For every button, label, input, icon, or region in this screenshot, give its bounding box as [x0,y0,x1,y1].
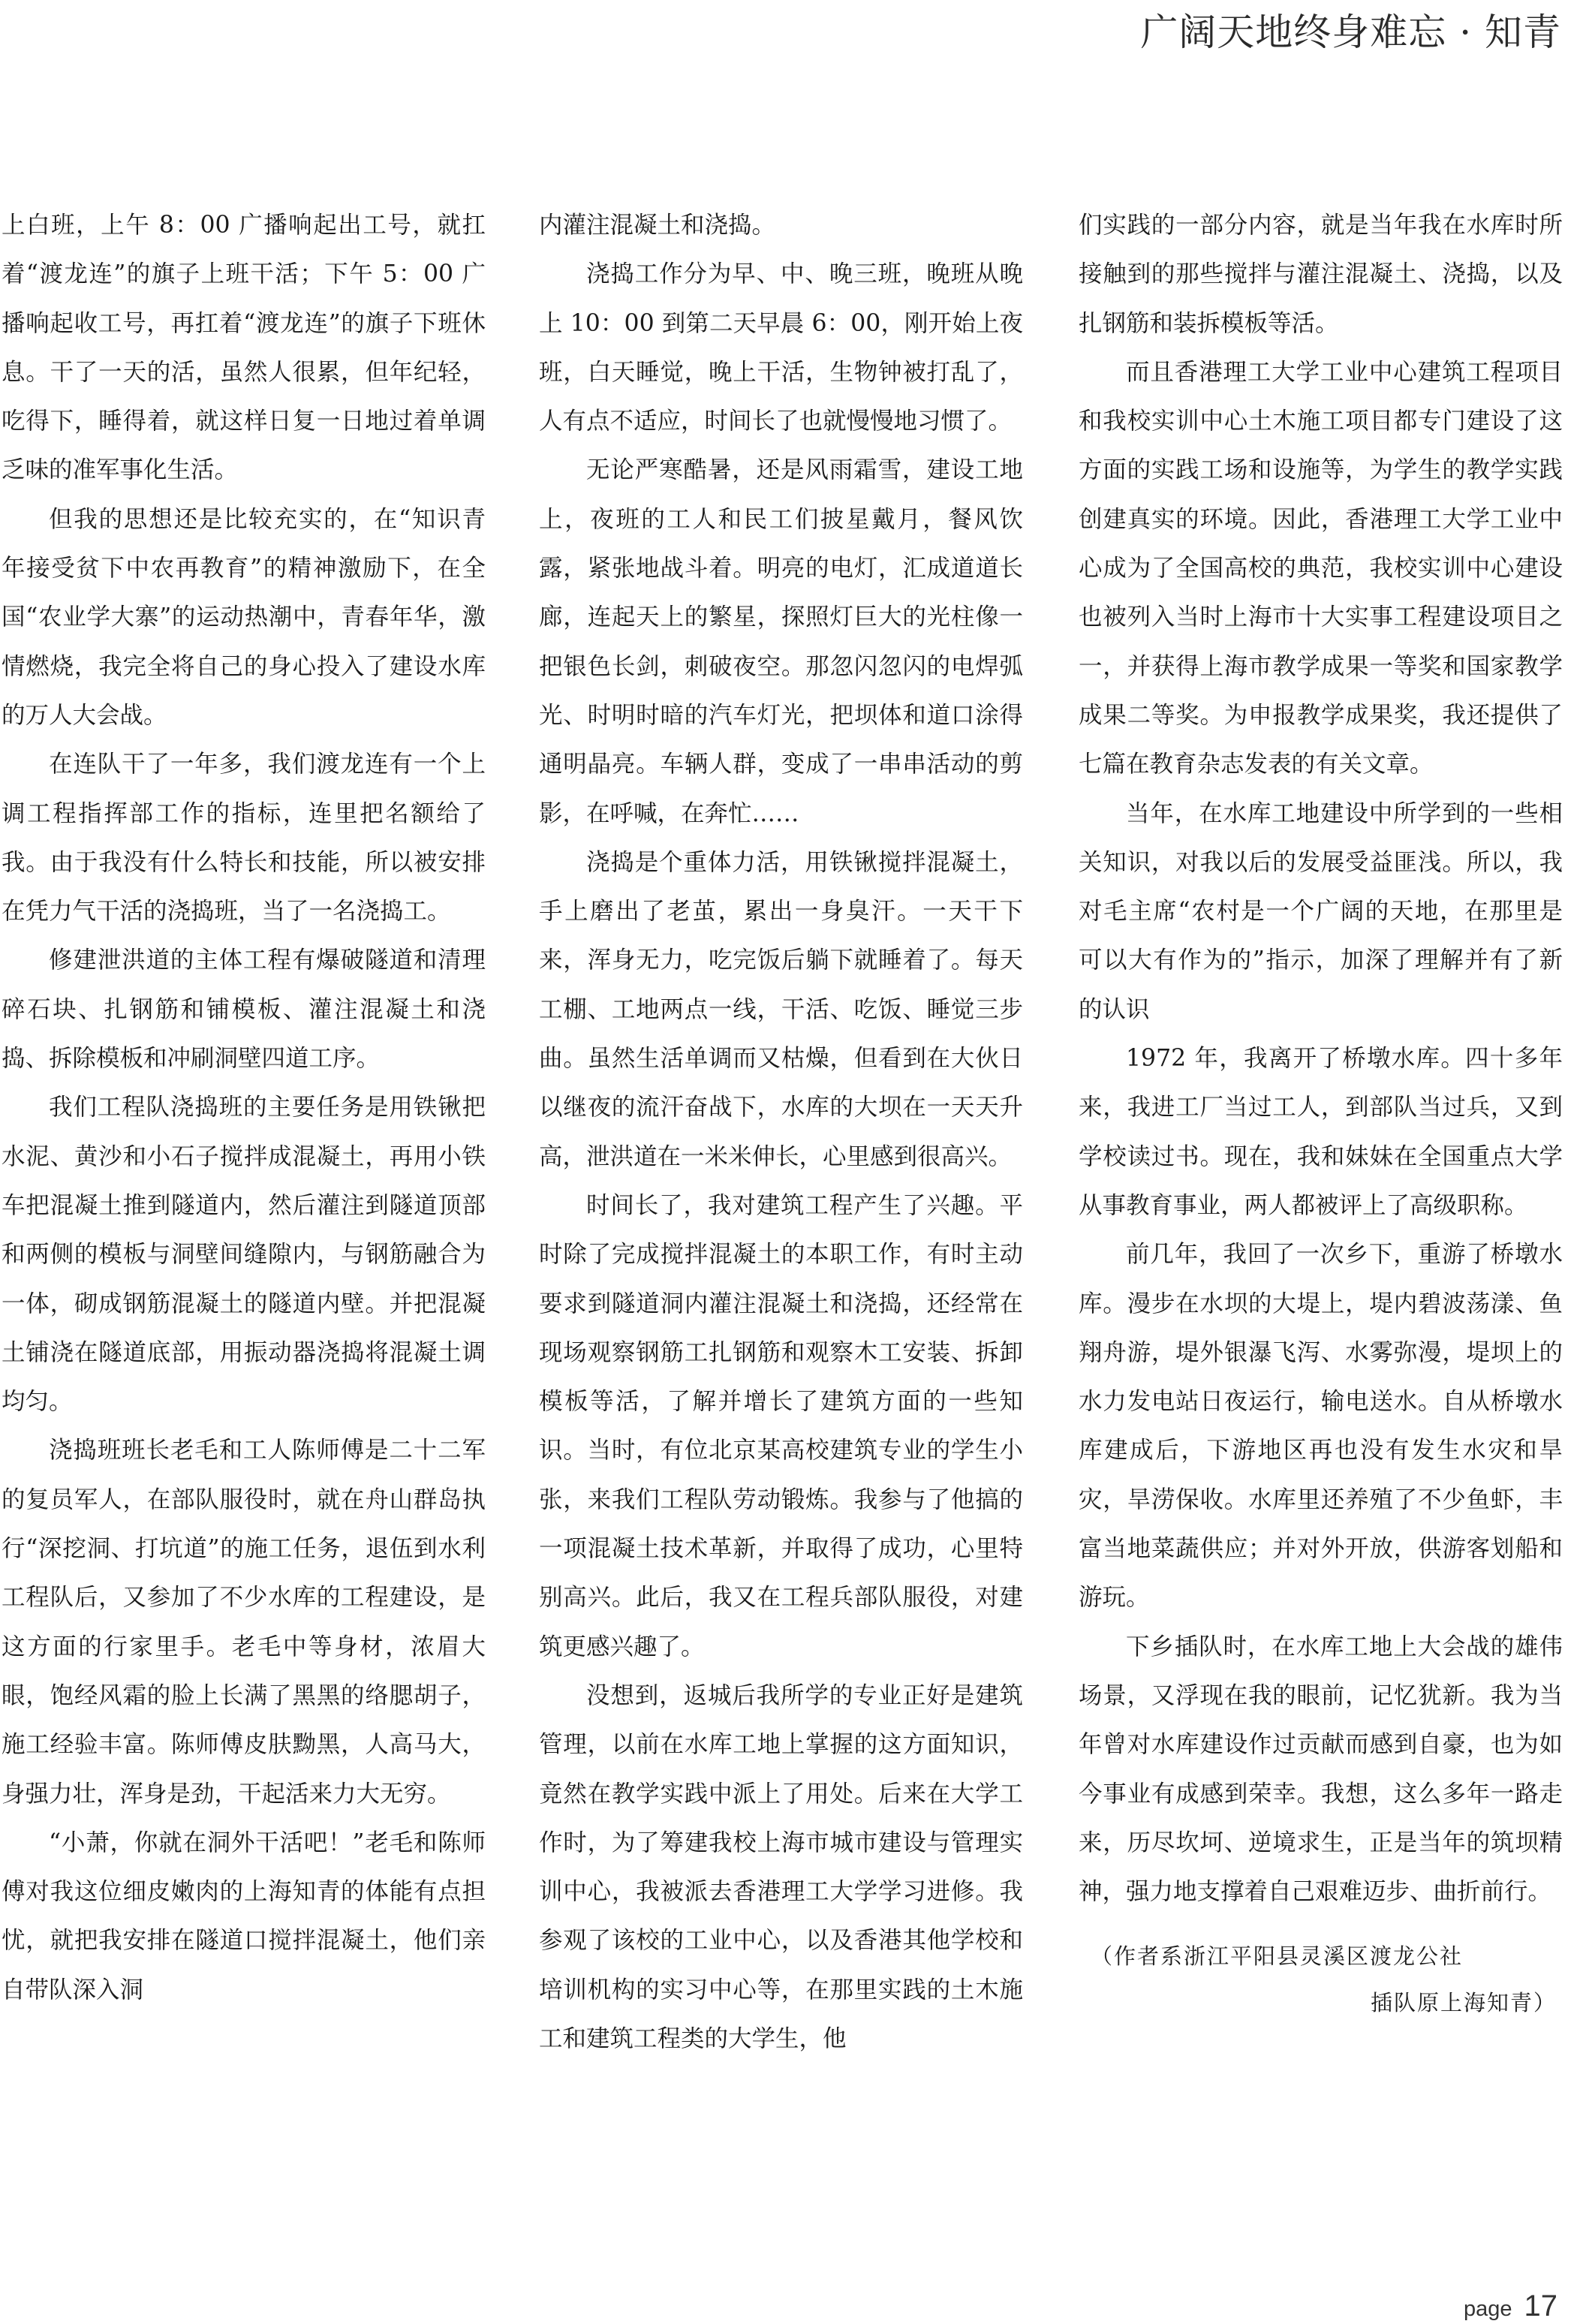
page-footer [1464,2289,1557,2323]
paragraph: 无论严寒酷暑，还是风雨霜雪，建设工地上，夜班的工人和民工们披星戴月，餐风饮露，紧张地战斗着。明亮的电灯，汇成道道长廊，连起天上的繁星，探照灯巨大的光柱像一把银色长剑，刺破夜空。那忽闪忽闪的电焊弧光、时明时暗的汽车灯光，把坝体和道口涂得通明晶亮。车辆人群，变成了一串串活动的剪影，在呼喊，在奔忙…… [539,456,1023,827]
paragraph: 前几年，我回了一次乡下，重游了桥墩水库。漫步在水坝的大堤上，堤内碧波荡漾、鱼翔舟游，堤外银瀑飞泻、水雾弥漫，堤坝上的水力发电站日夜运行，输电送水。自从桥墩水库建成后，下游地区再也没有发生水灾和旱灾，旱涝保收。水库里还养殖了不少鱼虾，丰富当地菜蔬供应；并对外开放，供游客划船和游玩。 [1079,1241,1563,1612]
paragraph: 时间长了，我对建筑工程产生了兴趣。平时除了完成搅拌混凝土的本职工作，有时主动要求到隧道洞内灌注混凝土和浇捣，还经常在现场观察钢筋工扎钢筋和观察木工安装、拆卸模板等活，了解并增长了建筑方面的一些知识。当时，有位北京某高校建筑专业的学生小张，来我们工程队劳动锻炼。我参与了他搞的一项混凝土技术革新，并取得了成功，心里特别高兴。此后，我又在工程兵部队服役，对建筑更感兴趣了。 [539,1191,1023,1660]
author-byline [1079,1933,1563,2026]
paragraph: 浇捣工作分为早、中、晚三班，晚班从晚上 10：00 到第二天早晨 6：00，刚开始上夜班，白天睡觉，晚上干活，生物钟被打乱了，人有点不适应，时间长了也就慢慢地习惯了。 [539,260,1023,435]
byline-line-1: （作者系浙江平阳县灵溪区渡龙公社 [1091,1943,1464,1970]
paragraph: 下乡插队时，在水库工地上大会战的雄伟场景，又浮现在我的眼前，记忆犹新。我为当年曾对水库建设作过贡献而感到自豪，也为如今事业有成感到荣幸。我想，这么多年一路走来，历尽坎坷、逆境求生，正是当年的筑坝精神，强力地支撑着自己艰难迈步、曲折前行。 [1079,1633,1563,1906]
article-column-2 [539,201,1023,2064]
article-column-1 [2,201,486,2015]
paragraph: 浇捣班班长老毛和工人陈师傅是二十二军的复员军人，在部队服役时，就在舟山群岛执行“深挖洞、打坑道”的施工任务，退伍到水利工程队后，又参加了不少水库的工程建设，是这方面的行家里手。老毛中等身材，浓眉大眼，饱经风霜的脸上长满了黑黑的络腮胡子，施工经验丰富。陈师傅皮肤黝黑，人高马大，身强力壮，浑身是劲，干起活来力大无穷。 [2,1437,486,1808]
paragraph: 内灌注混凝土和浇捣。 [539,212,776,239]
paragraph: 而且香港理工大学工业中心建筑工程项目和我校实训中心土木施工项目都专门建设了这方面的实践工场和设施等，为学生的教学实践创建真实的环境。因此，香港理工大学工业中心成为了全国高校的典范，我校实训中心建设也被列入当时上海市十大实事工程建设项目之一，并获得上海市教学成果一等奖和国家教学成果二等奖。为申报教学成果奖，我还提供了七篇在教育杂志发表的有关文章。 [1079,358,1563,778]
page-number: 17 [1524,2289,1557,2322]
page-label: page [1463,2297,1512,2321]
paragraph: 我们工程队浇捣班的主要任务是用铁锹把水泥、黄沙和小石子搅拌成混凝土，再用小铁车把混凝土推到隧道内，然后灌注到隧道顶部和两侧的模板与洞壁间缝隙内，与钢筋融合为一体，砌成钢筋混凝土的隧道内壁。并把混凝土铺浇在隧道底部，用振动器浇捣将混凝土调均匀。 [2,1094,486,1416]
paragraph: 在连队干了一年多，我们渡龙连有一个上调工程指挥部工作的指标，连里把名额给了我。由于我没有什么特长和技能，所以被安排在凭力气干活的浇捣班，当了一名浇捣工。 [2,751,486,926]
paragraph: 修建泄洪道的主体工程有爆破隧道和清理碎石块、扎钢筋和铺模板、灌注混凝土和浇捣、拆除模板和冲刷洞壁四道工序。 [2,947,486,1073]
section-header: 广阔天地终身难忘 · 知青 [1140,11,1561,54]
byline-line-2: 插队原上海知青） [1370,1990,1557,2016]
paragraph: 上白班，上午 8：00 广播响起出工号，就扛着“渡龙连”的旗子上班干活；下午 5：00 广播响起收工号，再扛着“渡龙连”的旗子下班休息。干了一天的活，虽然人很累，但年纪轻，吃得下，睡得着，就这样日复一日地过着单调乏味的准军事化生活。 [2,212,486,484]
paragraph: 1972 年，我离开了桥墩水库。四十多年来，我进工厂当过工人，到部队当过兵，又到学校读过书。现在，我和妹妹在全国重点大学从事教育事业，两人都被评上了高级职称。 [1079,1045,1563,1219]
paragraph: 没想到，返城后我所学的专业正好是建筑管理，以前在水库工地上掌握的这方面知识，竟然在教学实践中派上了用处。后来在大学工作时，为了筹建我校上海市城市建设与管理实训中心，我被派去香港理工大学学习进修。我参观了该校的工业中心，以及香港其他学校和培训机构的实习中心等，在那里实践的土木施工和建筑工程类的大学生，他 [539,1681,1023,2052]
paragraph: 但我的思想还是比较充实的，在“知识青年接受贫下中农再教育”的精神激励下，在全国“农业学大寨”的运动热潮中，青春年华，激情燃烧，我完全将自己的身心投入了建设水库的万人大会战。 [2,505,486,729]
paragraph: 当年，在水库工地建设中所学到的一些相关知识，对我以后的发展受益匪浅。所以，我对毛主席“农村是一个广阔的天地，在那里是可以大有作为的”指示，加深了理解并有了新的认识 [1079,799,1563,1023]
article-column-3 [1079,201,1563,2026]
paragraph: “小萧，你就在洞外干活吧！”老毛和陈师傅对我这位细皮嫩肉的上海知青的体能有点担忧，就把我安排在隧道口搅拌混凝土，他们亲自带队深入洞 [2,1829,486,2003]
paragraph: 浇捣是个重体力活，用铁锹搅拌混凝土，手上磨出了老茧，累出一身臭汗。一天干下来，浑身无力，吃完饭后躺下就睡着了。每天工棚、工地两点一线，干活、吃饭、睡觉三步曲。虽然生活单调而又枯燥，但看到在大伙日以继夜的流汗奋战下，水库的大坝在一天天升高，泄洪道在一米米伸长，心里感到很高兴。 [539,848,1023,1170]
paragraph: 们实践的一部分内容，就是当年我在水库时所接触到的那些搅拌与灌注混凝土、浇捣，以及扎钢筋和装拆模板等活。 [1079,212,1563,337]
